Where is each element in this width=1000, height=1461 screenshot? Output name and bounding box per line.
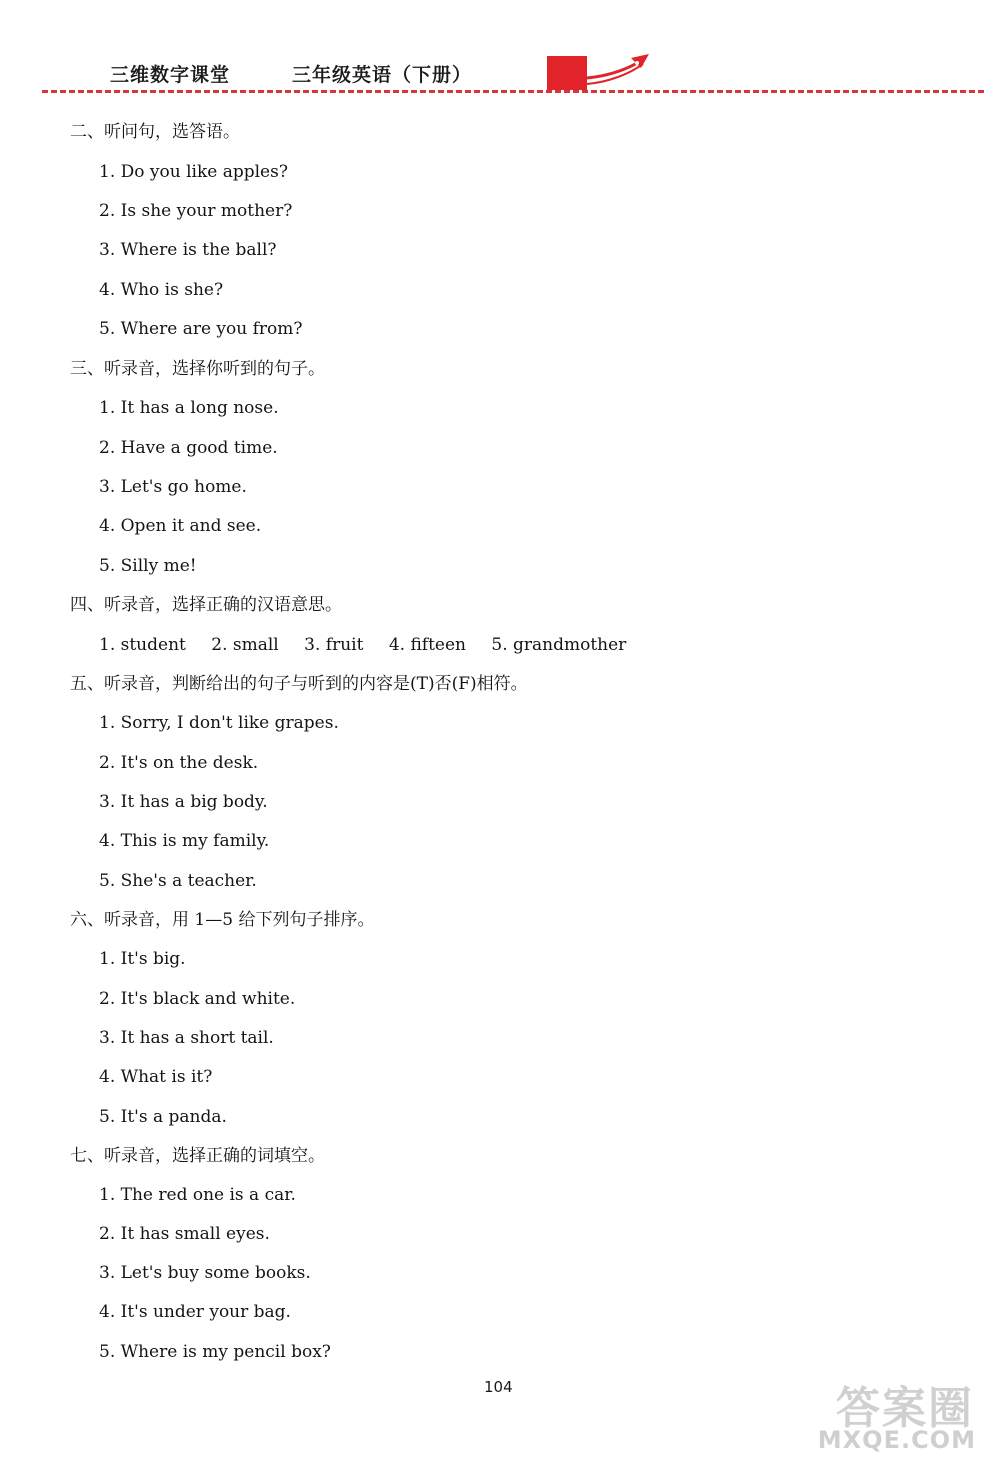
- word-item: 2. small: [211, 635, 279, 655]
- section-heading: 四、听录音，选择正确的汉语意思。: [70, 595, 342, 615]
- section-heading: 二、听问句，选答语。: [70, 122, 240, 142]
- list-item: 5. She's a teacher.: [99, 871, 257, 891]
- section-heading: 三、听录音，选择你听到的句子。: [70, 359, 325, 379]
- section-heading: 五、听录音，判断给出的句子与听到的内容是(T)否(F)相符。: [70, 674, 528, 694]
- rocket-logo-icon: [545, 50, 655, 94]
- section-heading: 七、听录音，选择正确的词填空。: [70, 1146, 325, 1166]
- list-item: 1. Sorry, I don't like grapes.: [99, 713, 339, 733]
- list-item: 3. Let's buy some books.: [99, 1263, 311, 1283]
- list-item: 5. Where are you from?: [99, 319, 303, 339]
- word-item: 5. grandmother: [491, 635, 627, 655]
- page-header: [0, 0, 1000, 100]
- list-item: 2. Have a good time.: [99, 438, 278, 458]
- list-item: 4. What is it?: [99, 1067, 213, 1087]
- list-item: 2. It's black and white.: [99, 989, 296, 1009]
- series-title: 三维数字课堂: [110, 64, 231, 86]
- list-item: 2. It's on the desk.: [99, 753, 259, 773]
- word-item: 4. fifteen: [388, 635, 466, 655]
- list-item: 2. Is she your mother?: [99, 201, 293, 221]
- list-item: 2. It has small eyes.: [99, 1224, 270, 1244]
- watermark-glyphs: 答案圈: [836, 1383, 974, 1434]
- watermark-url: MXQE.COM: [817, 1426, 976, 1454]
- list-item: 4. Open it and see.: [99, 516, 262, 536]
- list-item: 4. It's under your bag.: [99, 1302, 291, 1322]
- book-title: 三年级英语（下册）: [292, 64, 473, 86]
- list-item: 1. It has a long nose.: [99, 398, 279, 418]
- list-item: 4. Who is she?: [99, 280, 224, 300]
- list-item: 1. Do you like apples?: [99, 162, 288, 182]
- section-heading: 六、听录音，用 1—5 给下列句子排序。: [70, 910, 375, 930]
- page-number: 104: [484, 1378, 513, 1396]
- list-item: 1. The red one is a car.: [99, 1185, 296, 1205]
- list-item: 5. Where is my pencil box?: [99, 1342, 331, 1362]
- list-item: 3. Where is the ball?: [99, 240, 277, 260]
- list-item: 5. It's a panda.: [99, 1107, 227, 1127]
- watermark: [812, 1372, 982, 1454]
- list-item: 3. It has a short tail.: [99, 1028, 274, 1048]
- header-divider: [42, 90, 984, 93]
- list-item: 3. Let's go home.: [99, 477, 247, 497]
- list-item: 3. It has a big body.: [99, 792, 268, 812]
- word-item: 3. fruit: [304, 635, 364, 655]
- word-item: 1. student: [99, 635, 186, 655]
- word-list: [99, 634, 646, 656]
- list-item: 4. This is my family.: [99, 831, 270, 851]
- list-item: 1. It's big.: [99, 949, 186, 969]
- list-item: 5. Silly me!: [99, 556, 197, 576]
